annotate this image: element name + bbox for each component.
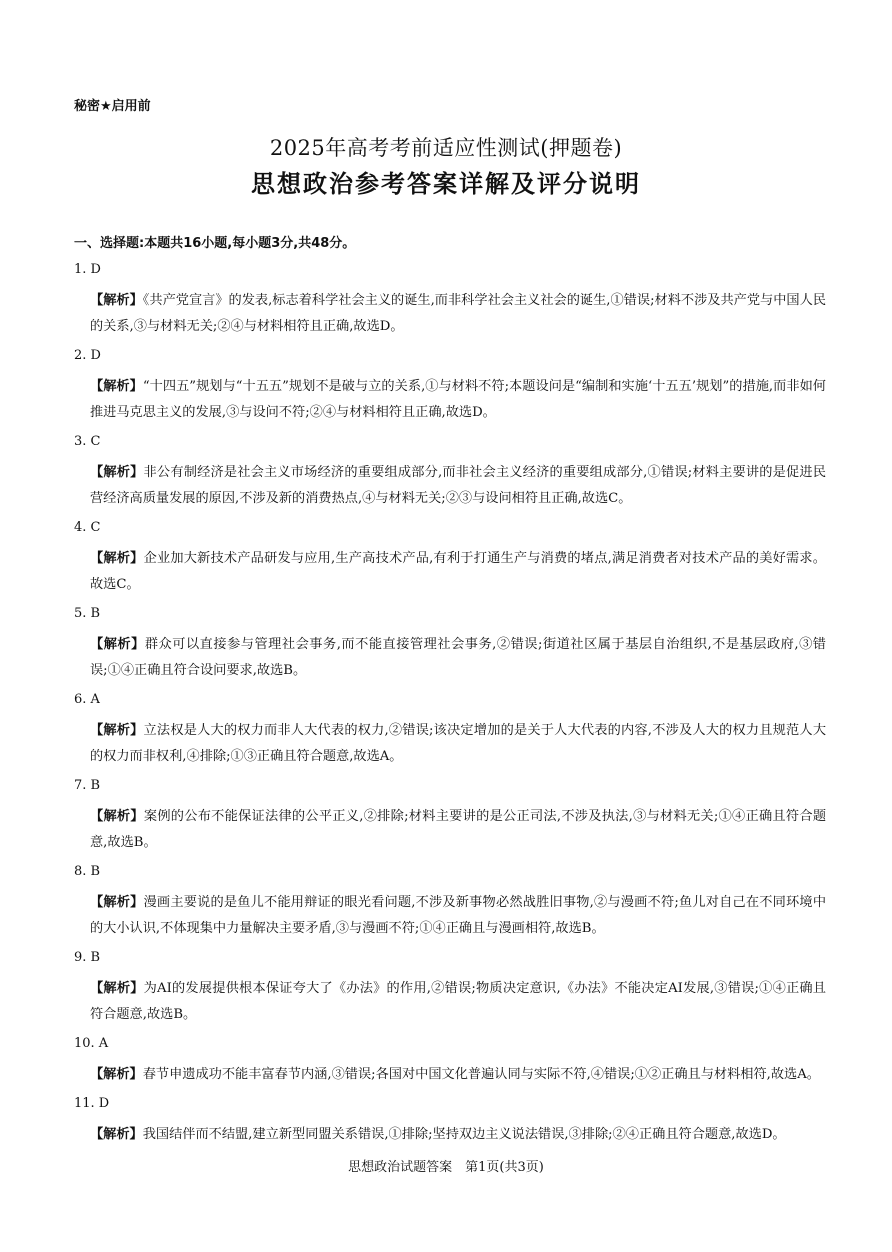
explanation-text: 企业加大新技术产品研发与应用,生产高技术产品,有利于打通生产与消费的堵点,满足消费者对技术产品的美好需求。故选C。 xyxy=(90,551,826,592)
answer-item xyxy=(74,432,826,512)
exam-title: 2025年高考考前适应性测试(押题卷) xyxy=(269,136,623,160)
answer-list xyxy=(74,260,826,1154)
answer-number: 6. A xyxy=(74,692,100,707)
answer-item xyxy=(74,260,826,340)
explanation-text: 春节申遗成功不能丰富春节内涵,③错误;各国对中国文化普遍认同与实际不符,④错误;①②正确且与材料相符,故选A。 xyxy=(142,1067,820,1082)
section-heading: 一、选择题:本题共16小题,每小题3分,共48分。 xyxy=(74,236,356,251)
explanation-text: 立法权是人大的权力而非人大代表的权力,②错误;该决定增加的是关于人大代表的内容,不涉及人大的权力且规范人大的权力而非权利,④排除;①③正确且符合题意,故选A。 xyxy=(90,723,827,764)
answer-number: 3. C xyxy=(74,434,101,449)
explanation-text: 非公有制经济是社会主义市场经济的重要组成部分,而非社会主义经济的重要组成部分,①错误;材料主要讲的是促进民营经济高质量发展的原因,不涉及新的消费热点,④与材料无关;②③与设问相符且正确,故选C。 xyxy=(90,465,827,506)
answer-item xyxy=(74,346,826,426)
document-title: 思想政治参考答案详解及评分说明 xyxy=(251,170,641,198)
answer-number: 10. A xyxy=(74,1036,109,1051)
explanation-text: 群众可以直接参与管理社会事务,而不能直接管理社会事务,②错误;街道社区属于基层自治组织,不是基层政府,③错误;①④正确且符合设问要求,故选B。 xyxy=(90,637,826,678)
answer-number: 2. D xyxy=(74,348,101,363)
answer-explanation xyxy=(90,460,826,512)
analysis-tag: 【解析】 xyxy=(90,551,144,566)
analysis-tag: 【解析】 xyxy=(90,293,143,308)
answer-number: 1. D xyxy=(74,262,101,277)
confidential-label: 秘密★启用前 xyxy=(74,99,151,114)
analysis-tag: 【解析】 xyxy=(90,981,144,996)
answer-number: 5. B xyxy=(74,606,101,621)
explanation-text: 案例的公布不能保证法律的公平正义,②排除;材料主要讲的是公正司法,不涉及执法,③与材料无关;①④正确且符合题意,故选B。 xyxy=(90,809,827,850)
explanation-text: 漫画主要说的是鱼儿不能用辩证的眼光看问题,不涉及新事物必然战胜旧事物,②与漫画不符;鱼儿对自己在不同环境中的大小认识,不体现集中力量解决主要矛盾,③与漫画不符;①④正确且与漫画相符,故选B。 xyxy=(90,895,827,936)
analysis-tag: 【解析】 xyxy=(90,1127,143,1142)
page-footer: 思想政治试题答案 第1页(共3页) xyxy=(348,1160,544,1175)
answer-explanation xyxy=(90,288,826,340)
answer-item xyxy=(74,948,826,1028)
analysis-tag: 【解析】 xyxy=(90,723,144,738)
analysis-tag: 【解析】 xyxy=(90,1067,143,1082)
answer-explanation xyxy=(90,1062,826,1088)
answer-number: 4. C xyxy=(74,520,101,535)
answer-explanation xyxy=(90,804,826,856)
answer-number: 8. B xyxy=(74,864,101,879)
answer-explanation xyxy=(90,1122,826,1148)
answer-item xyxy=(74,862,826,942)
answer-explanation xyxy=(90,890,826,942)
analysis-tag: 【解析】 xyxy=(90,379,143,394)
answer-number: 11. D xyxy=(74,1096,110,1111)
answer-explanation xyxy=(90,546,826,598)
explanation-text: “十四五”规划与“十五五”规划不是破与立的关系,①与材料不符;本题设问是“编制和实施‘十五五’规划”的措施,而非如何推进马克思主义的发展,③与设问不符;②④与材料相符且正确,故选D。 xyxy=(90,379,826,420)
analysis-tag: 【解析】 xyxy=(90,637,145,652)
analysis-tag: 【解析】 xyxy=(90,465,144,480)
explanation-text: 《共产党宣言》的发表,标志着科学社会主义的诞生,而非科学社会主义社会的诞生,①错误;材料不涉及共产党与中国人民的关系,③与材料无关;②④与材料相符且正确,故选D。 xyxy=(90,293,827,334)
answer-number: 9. B xyxy=(74,950,101,965)
answer-item xyxy=(74,776,826,856)
analysis-tag: 【解析】 xyxy=(90,809,144,824)
explanation-text: 为AI的发展提供根本保证夸大了《办法》的作用,②错误;物质决定意识,《办法》不能决定AI发展,③错误;①④正确且符合题意,故选B。 xyxy=(90,981,826,1022)
analysis-tag: 【解析】 xyxy=(90,895,144,910)
explanation-text: 我国结伴而不结盟,建立新型同盟关系错误,①排除;坚持双边主义说法错误,③排除;②④正确且符合题意,故选D。 xyxy=(142,1127,786,1142)
answer-explanation xyxy=(90,718,826,770)
answer-item xyxy=(74,1094,826,1148)
answer-explanation xyxy=(90,976,826,1028)
answer-item xyxy=(74,1034,826,1088)
answer-explanation xyxy=(90,374,826,426)
answer-number: 7. B xyxy=(74,778,101,793)
answer-item xyxy=(74,604,826,684)
answer-item xyxy=(74,518,826,598)
answer-explanation xyxy=(90,632,826,684)
answer-item xyxy=(74,690,826,770)
